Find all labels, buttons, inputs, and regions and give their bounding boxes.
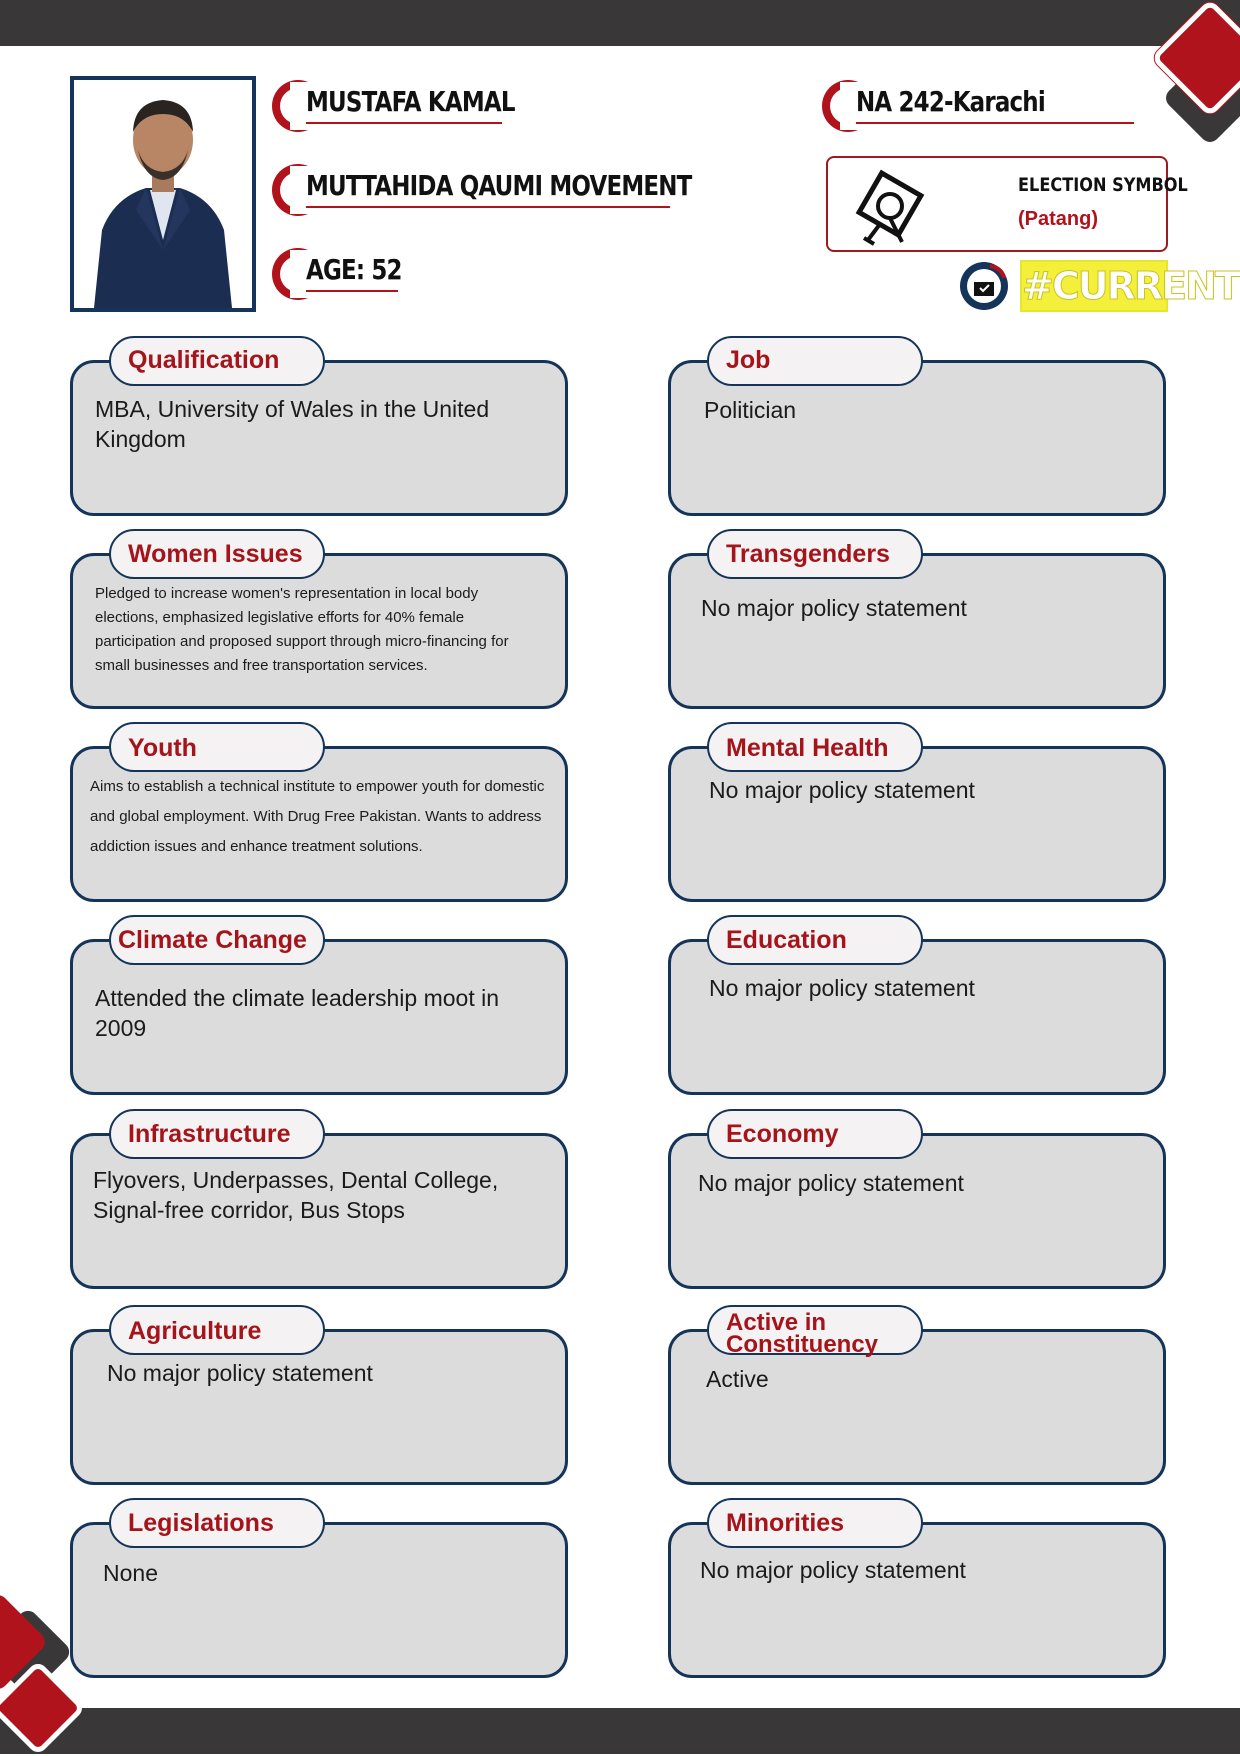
candidate-name-tag [272,78,552,134]
mental-health-title: Mental Health [726,734,889,762]
agriculture-text: No major policy statement [107,1360,373,1386]
legislations-text: None [103,1560,158,1586]
climate-change-title: Climate Change [118,926,307,954]
kite-icon [850,166,930,246]
candidate-age: AGE: 52 [306,253,402,286]
minorities-text: No major policy statement [700,1557,966,1583]
job-text: Politician [704,397,797,423]
job-title: Job [726,346,771,374]
party-name: MUTTAHIDA QAUMI MOVEMENT [306,169,692,202]
education-title: Education [726,926,847,954]
transgenders-text: No major policy statement [701,595,967,621]
minorities-title: Minorities [726,1509,845,1537]
infrastructure-title: Infrastructure [128,1120,291,1148]
mental-health-text: No major policy statement [709,777,975,803]
transgenders-title: Transgenders [726,540,890,568]
election-symbol-name: (Patang) [1018,208,1098,230]
election-symbol-box [826,156,1188,252]
bottom-bar [0,1708,1240,1754]
candidate-photo [70,76,256,312]
top-bar [0,0,1240,46]
active-in-constituency-title-line1: Active in [726,1309,827,1336]
qualification-title: Qualification [128,346,280,374]
current-brand-logo: #CURRENT [1020,260,1168,312]
constituency: NA 242-Karachi [856,85,1045,118]
candidate-name: MUSTAFA KAMAL [306,85,515,118]
youth-text: Aims to establish a technical institute to empower youth for domestic and global employment. With Drug Free Pakistan. Wants to address addiction issues and enhance treatment solutions. [90,778,545,855]
climate-change-text: Attended the climate leadership moot in 2009 [95,985,500,1041]
election-symbol-heading: ELECTION SYMBOL [1018,174,1188,196]
active-in-constituency-title-line2: Constituency [726,1331,879,1358]
legislations-title: Legislations [128,1509,274,1537]
economy-title: Economy [726,1120,839,1148]
active-in-constituency-text: Active [706,1366,769,1392]
age-tag [272,246,432,302]
constituency-tag [822,78,1170,134]
women-issues-title: Women Issues [128,540,303,568]
agriculture-title: Agriculture [128,1317,262,1345]
women-issues-text: Pledged to increase women's representation in local body elections, emphasized legislative efforts for 40% female participation and proposed support through micro-financing for small businesses and free transportation services. [95,585,509,674]
ballot-box-logo-icon [960,262,1008,310]
youth-title: Youth [128,734,197,762]
party-name-tag [272,162,712,218]
infrastructure-text: Flyovers, Underpasses, Dental College, Signal-free corridor, Bus Stops [93,1167,499,1223]
education-text: No major policy statement [709,975,975,1001]
economy-text: No major policy statement [698,1170,964,1196]
qualification-text: MBA, University of Wales in the United Kingdom [95,396,490,452]
